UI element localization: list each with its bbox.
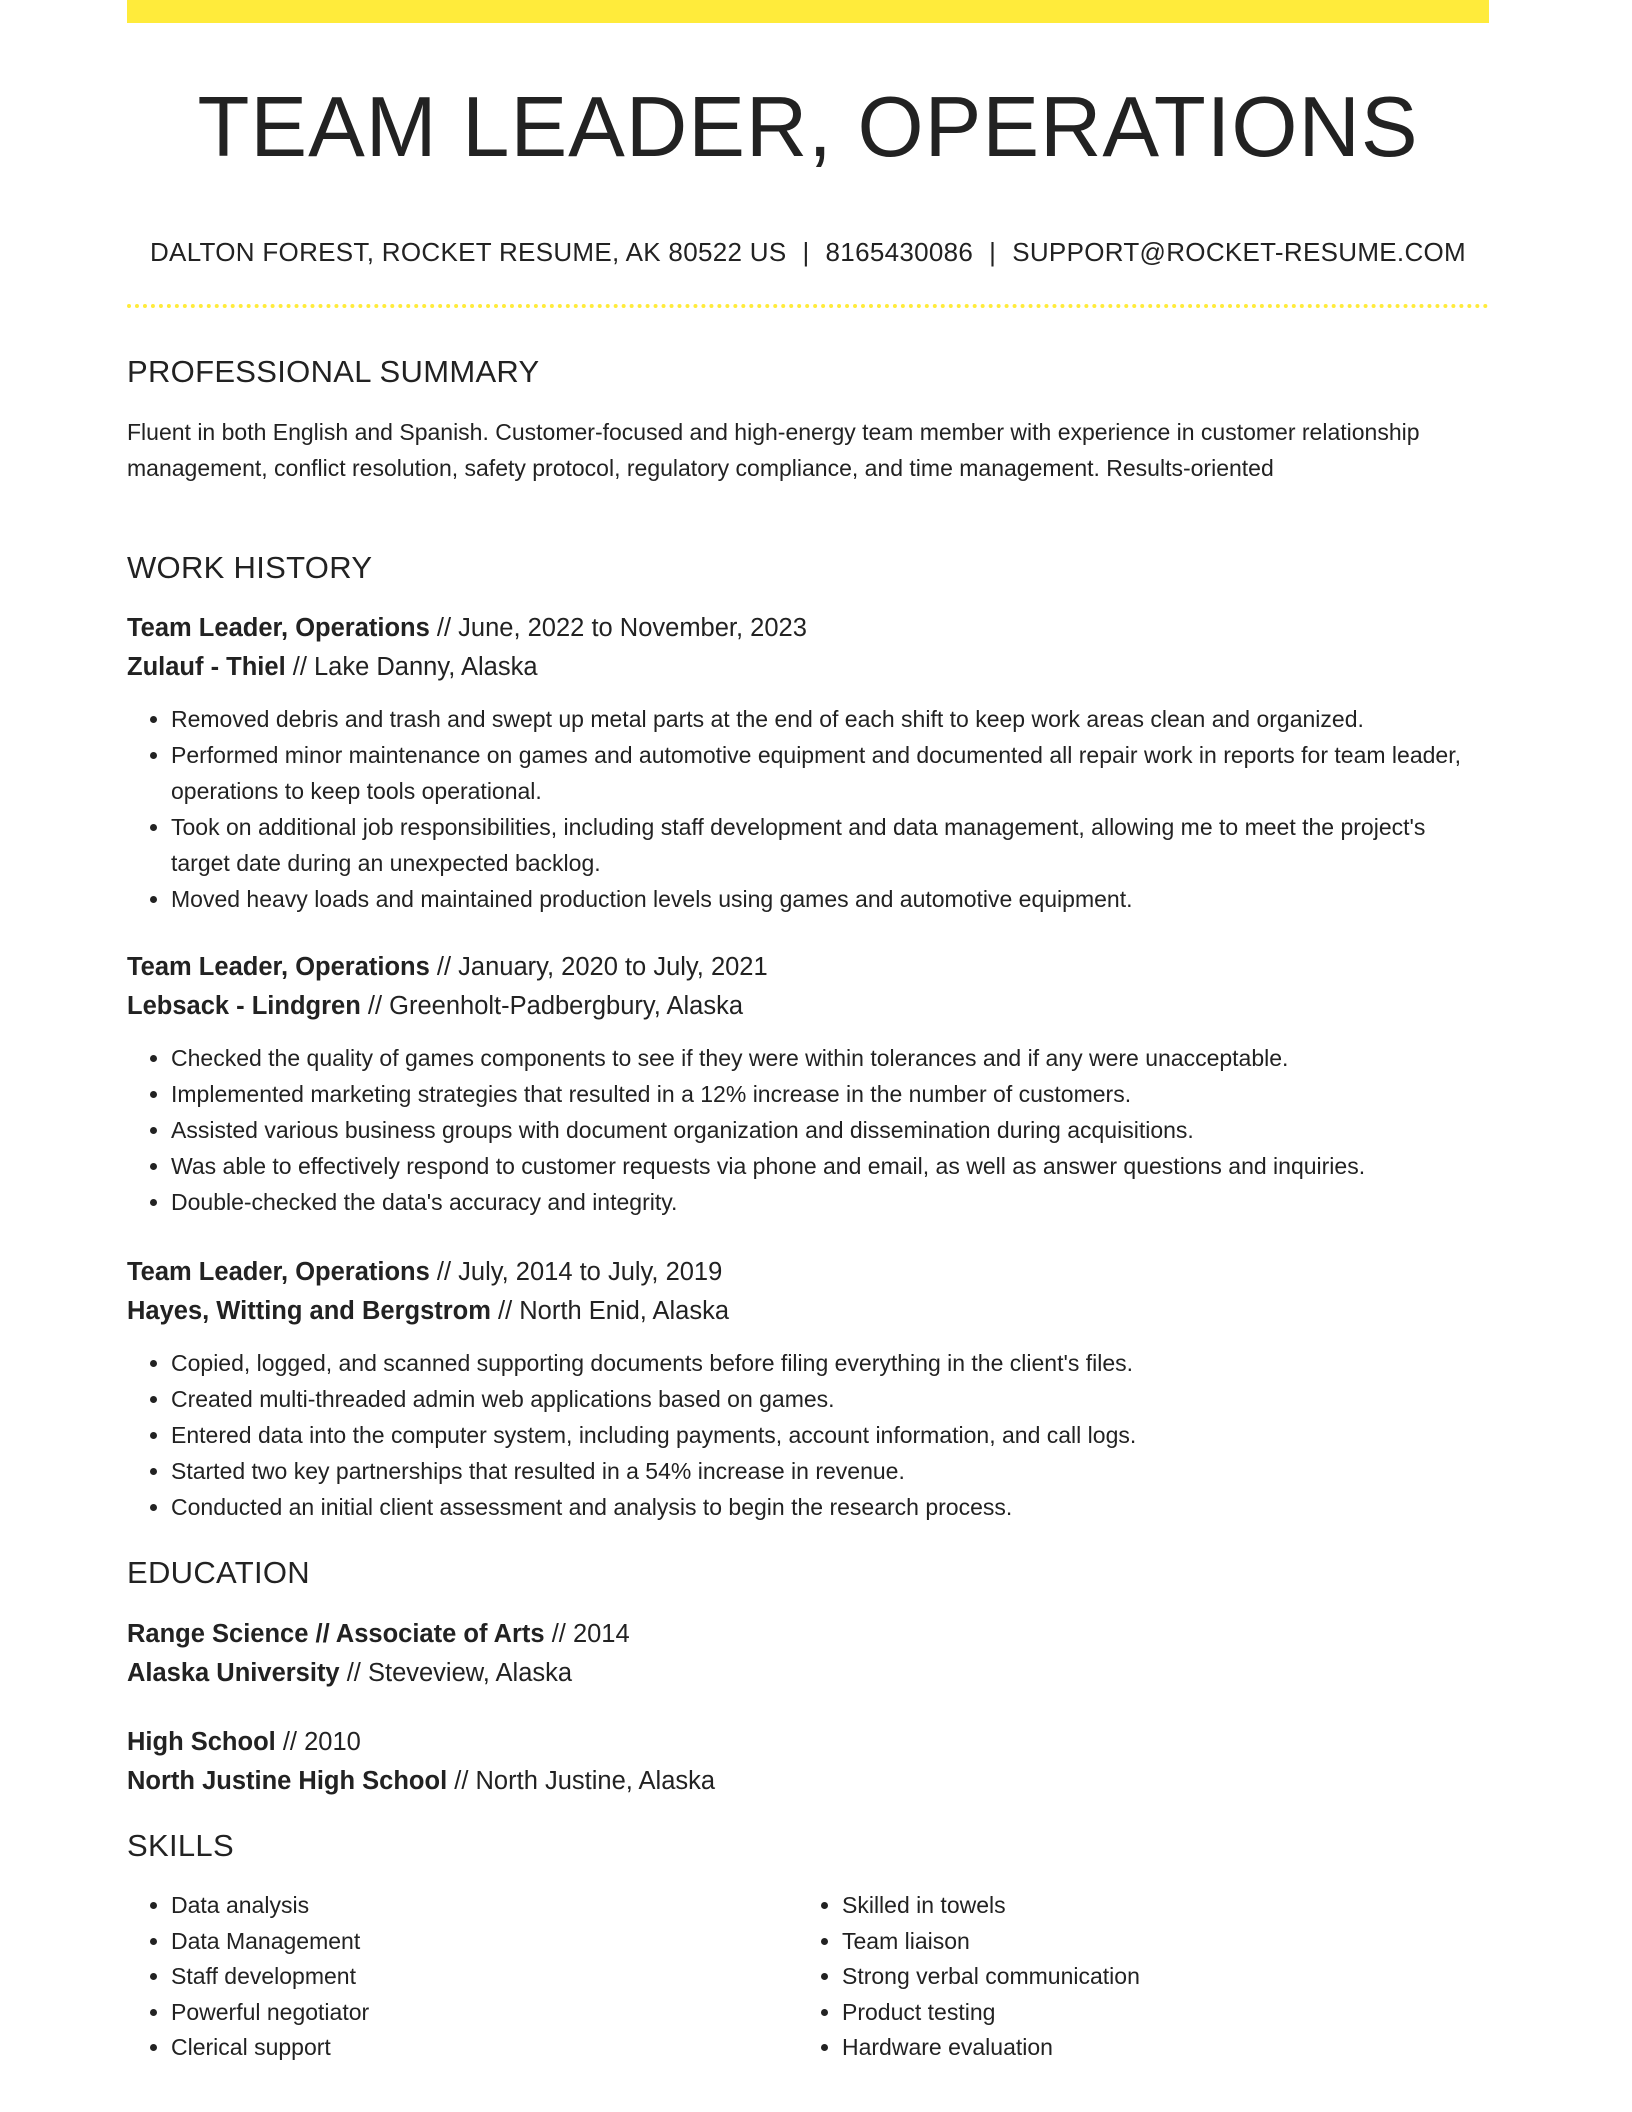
job-bullets — [127, 1345, 1489, 1525]
education-entry — [127, 1615, 1489, 1693]
contact-phone: 8165430086 — [825, 237, 974, 267]
job-title-line — [127, 948, 1489, 987]
work-history-heading: WORK HISTORY — [127, 550, 373, 585]
education-location: // Steveview, Alaska — [346, 1659, 573, 1687]
education-degree: Range Science // Associate of Arts — [127, 1620, 545, 1648]
contact-address: DALTON FOREST, ROCKET RESUME, AK 80522 US — [149, 237, 787, 267]
job-bullet: • Moved heavy loads and maintained production levels using games and automotive equipment. — [171, 881, 1489, 917]
education-year: // 2014 — [551, 1620, 630, 1648]
summary-heading: PROFESSIONAL SUMMARY — [127, 354, 540, 389]
job-company-line — [127, 987, 1489, 1026]
job-role: Team Leader, Operations — [127, 614, 430, 642]
job-company-line — [127, 1292, 1489, 1331]
skill-item: • Team liaison — [842, 1924, 1442, 1960]
contact-separator: | — [802, 237, 810, 267]
education-school: North Justine High School — [127, 1767, 448, 1795]
job-dates: // January, 2020 to July, 2021 — [436, 953, 768, 981]
contact-line — [127, 236, 1489, 268]
skill-item: • Hardware evaluation — [842, 2030, 1442, 2066]
top-accent-bar — [127, 0, 1489, 23]
skill-item: • Strong verbal communication — [842, 1959, 1442, 1995]
job-location: // Greenholt-Padbergbury, Alaska — [367, 992, 744, 1020]
job-entry — [127, 1253, 1489, 1525]
job-bullet: • Double-checked the data's accuracy and integrity. — [171, 1184, 1489, 1220]
job-entry — [127, 609, 1489, 917]
education-location: // North Justine, Alaska — [454, 1767, 716, 1795]
job-dates: // June, 2022 to November, 2023 — [436, 614, 807, 642]
job-company: Hayes, Witting and Bergstrom — [127, 1297, 491, 1325]
skill-item: • Clerical support — [171, 2030, 771, 2066]
skill-item: • Powerful negotiator — [171, 1995, 771, 2031]
job-company-line — [127, 648, 1489, 687]
education-entry — [127, 1723, 1489, 1801]
job-bullet: • Checked the quality of games components to see if they were within tolerances and if any were unacceptable. — [171, 1040, 1489, 1076]
job-role: Team Leader, Operations — [127, 953, 430, 981]
skill-item: • Skilled in towels — [842, 1888, 1442, 1924]
job-bullet: • Created multi-threaded admin web applications based on games. — [171, 1381, 1489, 1417]
job-company: Lebsack - Lindgren — [127, 992, 361, 1020]
contact-separator: | — [989, 237, 997, 267]
skills-column-right — [798, 1888, 1442, 2066]
job-bullet: • Was able to effectively respond to customer requests via phone and email, as well as answer questions and inquiries. — [171, 1148, 1489, 1184]
skills-heading: SKILLS — [127, 1828, 234, 1863]
education-school-line — [127, 1654, 1489, 1693]
education-school-line — [127, 1762, 1489, 1801]
job-bullet: • Assisted various business groups with document organization and dissemination during acquisitions. — [171, 1112, 1489, 1148]
summary-text: Fluent in both English and Spanish. Customer-focused and high-energy team member with experience in customer relationship management, conflict resolution, safety protocol, regulatory compliance, and time management. Results-oriented — [127, 419, 1420, 481]
job-title-line — [127, 609, 1489, 648]
education-heading: EDUCATION — [127, 1555, 310, 1590]
job-bullet: • Removed debris and trash and swept up metal parts at the end of each shift to keep work areas clean and organized. — [171, 701, 1489, 737]
candidate-name: TEAM LEADER, OPERATIONS — [197, 80, 1419, 175]
header-divider — [127, 304, 1489, 308]
job-bullet: • Copied, logged, and scanned supporting documents before filing everything in the client's files. — [171, 1345, 1489, 1381]
job-bullet: • Conducted an initial client assessment and analysis to begin the research process. — [171, 1489, 1489, 1525]
job-role: Team Leader, Operations — [127, 1258, 430, 1286]
job-bullet: • Performed minor maintenance on games and automotive equipment and documented all repair work in reports for team leader, operations to keep tools operational. — [171, 737, 1489, 809]
skills-column-left — [127, 1888, 771, 2066]
skill-item: • Staff development — [171, 1959, 771, 1995]
job-bullets — [127, 1040, 1489, 1220]
job-bullets — [127, 701, 1489, 917]
education-school: Alaska University — [127, 1659, 340, 1687]
job-title-line — [127, 1253, 1489, 1292]
job-entry — [127, 948, 1489, 1220]
education-degree-line — [127, 1723, 1489, 1762]
job-bullet: • Entered data into the computer system, including payments, account information, and call logs. — [171, 1417, 1489, 1453]
education-degree-line — [127, 1615, 1489, 1654]
contact-email: SUPPORT@ROCKET-RESUME.COM — [1012, 237, 1467, 267]
job-bullet: • Implemented marketing strategies that resulted in a 12% increase in the number of customers. — [171, 1076, 1489, 1112]
job-bullet: • Started two key partnerships that resulted in a 54% increase in revenue. — [171, 1453, 1489, 1489]
skill-item: • Data Management — [171, 1924, 771, 1960]
job-bullet: • Took on additional job responsibilities, including staff development and data management, allowing me to meet the project's target date during an unexpected backlog. — [171, 809, 1489, 881]
education-year: // 2010 — [282, 1728, 361, 1756]
education-degree: High School — [127, 1728, 276, 1756]
job-company: Zulauf - Thiel — [127, 653, 286, 681]
job-location: // Lake Danny, Alaska — [292, 653, 538, 681]
job-location: // North Enid, Alaska — [498, 1297, 730, 1325]
skill-item: • Data analysis — [171, 1888, 771, 1924]
skill-item: • Product testing — [842, 1995, 1442, 2031]
job-dates: // July, 2014 to July, 2019 — [436, 1258, 723, 1286]
